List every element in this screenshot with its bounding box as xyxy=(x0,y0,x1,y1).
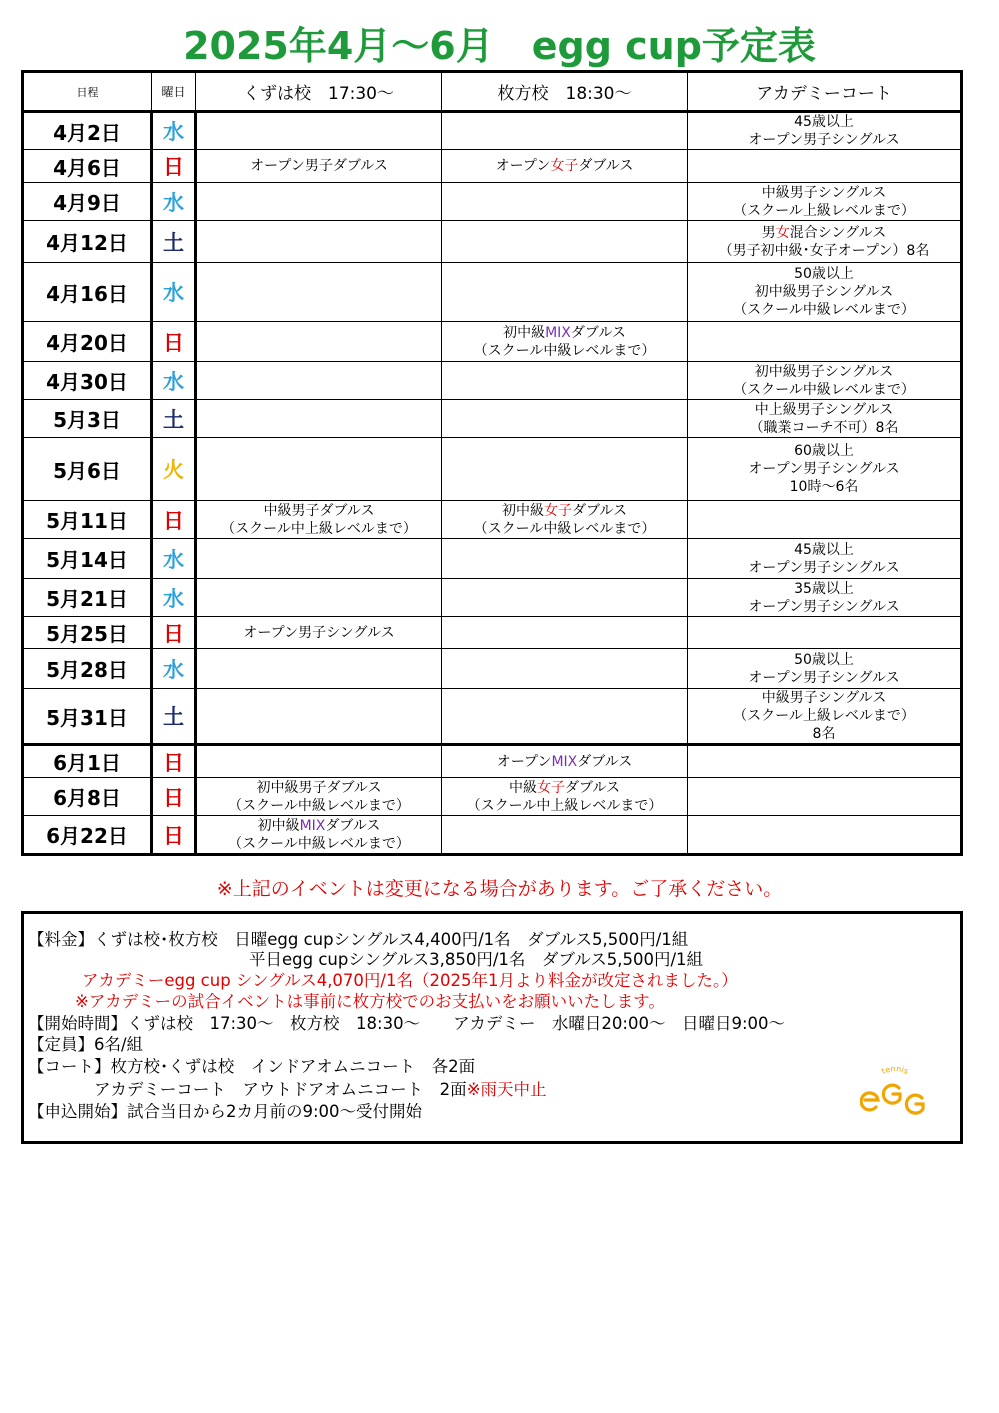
date-cell: 4月20日 xyxy=(23,322,152,362)
event-text: 中級男子シングルス xyxy=(761,184,887,201)
weekday-cell: 日 xyxy=(152,778,196,816)
weekday-cell: 水 xyxy=(152,539,196,579)
event-cell-hirakata xyxy=(442,221,688,263)
event-cell-academy xyxy=(688,150,962,183)
event-text: ダブルス xyxy=(325,817,381,834)
event-text: （職業コーチ不可）8名 xyxy=(749,419,899,436)
weekday-cell: 土 xyxy=(152,221,196,263)
event-text: 初中級男子シングルス xyxy=(754,363,894,380)
weekday-cell: 水 xyxy=(152,183,196,221)
date-cell: 4月2日 xyxy=(23,112,152,150)
event-text: ダブルス xyxy=(578,158,634,174)
event-line xyxy=(688,559,960,577)
event-cell-academy xyxy=(688,322,962,362)
event-line xyxy=(688,113,960,131)
event-text: （スクール中級レベルまで） xyxy=(473,342,656,359)
event-text: オープン男子シングルス xyxy=(748,132,900,148)
event-line xyxy=(197,624,441,642)
event-cell-hirakata xyxy=(442,649,688,689)
event-text: ダブルス xyxy=(570,324,626,341)
event-text: MIX xyxy=(299,817,326,834)
capacity: 【定員】6名/組 xyxy=(28,1035,144,1054)
event-text: ダブルス xyxy=(564,779,621,796)
event-cell-kuzuha xyxy=(196,112,442,150)
event-line xyxy=(442,779,687,797)
event-cell-kuzuha xyxy=(196,778,442,816)
event-text: 初中級男子シングルス xyxy=(754,284,894,300)
event-line xyxy=(688,283,960,301)
weekday-cell: 日 xyxy=(152,816,196,855)
event-line xyxy=(688,580,960,598)
event-cell-kuzuha xyxy=(196,183,442,221)
event-text: オープン男子シングルス xyxy=(243,624,395,641)
weekday-cell: 水 xyxy=(152,579,196,617)
event-text: オープン男子ダブルス xyxy=(250,158,388,174)
event-line xyxy=(688,419,960,437)
event-cell-kuzuha xyxy=(196,539,442,579)
weekday-cell: 水 xyxy=(152,362,196,400)
date-cell: 4月16日 xyxy=(23,263,152,322)
date-cell: 4月6日 xyxy=(23,150,152,183)
event-cell-kuzuha xyxy=(196,649,442,689)
weekday-cell: 日 xyxy=(152,617,196,649)
fee-line-2: 平日egg cupシングルス3,850円/1名 ダブルス5,500円/1組 xyxy=(249,950,704,969)
header-hirakata: 枚方校 18:30～ xyxy=(442,72,688,112)
event-cell-hirakata xyxy=(442,745,688,778)
date-cell: 6月22日 xyxy=(23,816,152,855)
event-text: 初中級 xyxy=(257,817,300,834)
event-line xyxy=(442,520,687,538)
application-start: 【申込開始】試合当日から2カ月前の9:00～受付開始 xyxy=(28,1102,423,1121)
change-notice: ※上記のイベントは変更になる場合があります。ご了承ください。 xyxy=(216,878,783,900)
schedule-row xyxy=(23,617,962,649)
date-cell: 5月11日 xyxy=(23,501,152,539)
event-text: 中級男子シングルス xyxy=(761,690,887,706)
schedule-row xyxy=(23,649,962,689)
event-cell-kuzuha xyxy=(196,322,442,362)
event-text: （スクール中級レベルまで） xyxy=(733,302,915,318)
event-text: オープン男子シングルス xyxy=(748,461,900,477)
event-cell-academy xyxy=(688,579,962,617)
event-cell-academy xyxy=(688,745,962,778)
event-cell-academy xyxy=(688,400,962,438)
event-cell-kuzuha xyxy=(196,362,442,400)
event-cell-hirakata xyxy=(442,150,688,183)
date-cell: 4月12日 xyxy=(23,221,152,263)
event-line xyxy=(688,442,960,460)
event-text: ダブルス xyxy=(577,753,633,770)
event-cell-academy xyxy=(688,501,962,539)
event-text: 女子 xyxy=(550,158,579,174)
event-line xyxy=(688,651,960,669)
date-cell: 5月6日 xyxy=(23,438,152,501)
event-cell-academy xyxy=(688,649,962,689)
schedule-row xyxy=(23,150,962,183)
fee-line-1: 【料金】くずは校･枚方校 日曜egg cupシングルス4,400円/1名 ダブルス5,500円/1組 xyxy=(28,930,689,949)
fee-academy-note: ※アカデミーの試合イベントは事前に枚方校でのお支払いをお願いいたします。 xyxy=(75,992,665,1011)
weekday-cell: 水 xyxy=(152,112,196,150)
event-text: （スクール中級レベルまで） xyxy=(473,520,656,537)
event-text: 女子 xyxy=(536,779,565,796)
event-line xyxy=(688,598,960,616)
date-cell: 6月1日 xyxy=(23,745,152,778)
event-cell-kuzuha xyxy=(196,400,442,438)
start-time: 【開始時間】くずは校 17:30～ 枚方校 18:30～ アカデミー 水曜日20:00～ 日曜日9:00～ xyxy=(28,1014,786,1033)
event-line xyxy=(688,265,960,283)
event-text: （スクール中上級レベルまで） xyxy=(466,797,663,814)
event-line xyxy=(688,689,960,707)
event-line xyxy=(688,725,960,743)
event-cell-hirakata xyxy=(442,400,688,438)
logo-tennis-text: tennis xyxy=(880,1064,910,1077)
weekday-cell: 水 xyxy=(152,263,196,322)
event-text: 35歳以上 xyxy=(794,580,854,597)
schedule-row xyxy=(23,263,962,322)
event-text: 10時～6名 xyxy=(789,479,859,495)
event-line xyxy=(442,157,687,175)
event-line xyxy=(688,541,960,559)
event-cell-kuzuha xyxy=(196,150,442,183)
court-line-1: 【コート】枚方校･くずは校 インドアオムニコート 各2面 xyxy=(28,1057,476,1076)
event-text: 男 xyxy=(761,224,776,241)
schedule-row xyxy=(23,112,962,150)
schedule-row xyxy=(23,745,962,778)
event-line xyxy=(197,502,441,520)
event-cell-hirakata xyxy=(442,579,688,617)
event-text: （スクール中級レベルまで） xyxy=(733,381,915,398)
weekday-cell: 火 xyxy=(152,438,196,501)
event-line xyxy=(197,520,441,538)
header-kuzuha: くずは校 17:30～ xyxy=(196,72,442,112)
info-box xyxy=(21,911,963,1144)
event-cell-academy xyxy=(688,816,962,855)
event-line xyxy=(197,797,441,815)
event-line xyxy=(688,707,960,725)
event-line xyxy=(442,342,687,360)
event-cell-kuzuha xyxy=(196,617,442,649)
weekday-cell: 土 xyxy=(152,400,196,438)
event-line xyxy=(442,797,687,815)
event-text: 女 xyxy=(775,224,790,241)
event-cell-hirakata xyxy=(442,778,688,816)
header-academy: アカデミーコート xyxy=(688,72,962,112)
event-line xyxy=(688,184,960,202)
date-cell: 4月9日 xyxy=(23,183,152,221)
event-cell-hirakata xyxy=(442,112,688,150)
event-text: （スクール中級レベルまで） xyxy=(228,835,410,852)
event-line xyxy=(442,502,687,520)
event-text: 初中級男子ダブルス xyxy=(256,779,382,796)
weekday-cell: 水 xyxy=(152,649,196,689)
weekday-cell: 日 xyxy=(152,745,196,778)
event-line xyxy=(442,753,687,771)
event-cell-hirakata xyxy=(442,322,688,362)
event-cell-hirakata xyxy=(442,689,688,745)
event-text: （男子初中級･女子オープン）8名 xyxy=(718,242,930,259)
event-cell-hirakata xyxy=(442,362,688,400)
event-line xyxy=(197,835,441,853)
event-text: 女子 xyxy=(543,502,572,519)
event-cell-hirakata xyxy=(442,183,688,221)
event-line xyxy=(688,669,960,687)
event-text: オープン男子シングルス xyxy=(748,559,900,576)
date-cell: 5月31日 xyxy=(23,689,152,745)
event-cell-kuzuha xyxy=(196,263,442,322)
event-text: オープン xyxy=(496,753,552,770)
logo-egg-letters xyxy=(861,1085,923,1113)
court-line-2 xyxy=(94,1080,547,1100)
event-line xyxy=(688,478,960,496)
event-line xyxy=(688,202,960,220)
event-cell-hirakata xyxy=(442,816,688,855)
date-cell: 6月8日 xyxy=(23,778,152,816)
event-cell-hirakata xyxy=(442,501,688,539)
event-text: MIX xyxy=(551,753,578,770)
tennis-egg-logo xyxy=(860,1062,928,1118)
schedule-row xyxy=(23,579,962,617)
event-text: オープン男子シングルス xyxy=(748,669,900,686)
date-cell: 5月14日 xyxy=(23,539,152,579)
date-cell: 5月28日 xyxy=(23,649,152,689)
event-cell-kuzuha xyxy=(196,579,442,617)
event-text: 初中級 xyxy=(503,324,546,341)
event-cell-hirakata xyxy=(442,263,688,322)
event-text: 45歳以上 xyxy=(794,541,854,558)
event-line xyxy=(688,131,960,149)
event-cell-academy xyxy=(688,183,962,221)
event-text: 50歳以上 xyxy=(794,266,854,282)
event-cell-hirakata xyxy=(442,617,688,649)
weekday-cell: 日 xyxy=(152,322,196,362)
weekday-cell: 日 xyxy=(152,501,196,539)
date-cell: 5月21日 xyxy=(23,579,152,617)
schedule-row xyxy=(23,438,962,501)
schedule-row xyxy=(23,689,962,745)
schedule-body xyxy=(23,112,962,855)
schedule-row xyxy=(23,539,962,579)
event-cell-hirakata xyxy=(442,539,688,579)
court-line-2-main: アカデミーコート アウトドアオムニコート 2面 xyxy=(94,1080,467,1099)
weekday-cell: 日 xyxy=(152,150,196,183)
event-cell-academy xyxy=(688,362,962,400)
schedule-row xyxy=(23,322,962,362)
event-cell-academy xyxy=(688,438,962,501)
event-cell-academy xyxy=(688,778,962,816)
event-text: 初中級 xyxy=(501,502,544,519)
schedule-row xyxy=(23,221,962,263)
event-cell-kuzuha xyxy=(196,745,442,778)
weekday-cell: 土 xyxy=(152,689,196,745)
schedule-row xyxy=(23,183,962,221)
schedule-row xyxy=(23,816,962,855)
event-text: MIX xyxy=(545,324,571,341)
date-cell: 5月3日 xyxy=(23,400,152,438)
schedule-table xyxy=(21,70,963,856)
event-text: （スクール上級レベルまで） xyxy=(733,202,915,219)
schedule-row xyxy=(23,400,962,438)
event-line xyxy=(442,324,687,342)
page-title: 2025年4月～6月 egg cup予定表 xyxy=(183,24,816,68)
event-cell-kuzuha xyxy=(196,816,442,855)
event-text: 50歳以上 xyxy=(794,651,854,668)
event-line xyxy=(197,157,441,175)
event-text: 混合シングルス xyxy=(789,224,887,241)
event-cell-academy xyxy=(688,263,962,322)
event-text: 45歳以上 xyxy=(794,114,854,130)
fee-academy: アカデミーegg cup シングルス4,070円/1名（2025年1月より料金が改定されました。） xyxy=(82,971,738,990)
event-line xyxy=(197,779,441,797)
event-text: 60歳以上 xyxy=(794,443,854,459)
event-cell-kuzuha xyxy=(196,438,442,501)
event-text: （スクール中上級レベルまで） xyxy=(221,520,417,537)
event-text: 8名 xyxy=(812,726,836,742)
event-line xyxy=(688,224,960,242)
schedule-row xyxy=(23,362,962,400)
event-cell-academy xyxy=(688,112,962,150)
event-cell-academy xyxy=(688,539,962,579)
event-line xyxy=(197,817,441,835)
event-cell-hirakata xyxy=(442,438,688,501)
event-text: （スクール上級レベルまで） xyxy=(733,708,915,724)
event-line xyxy=(688,242,960,260)
court-line-2-red: ※雨天中止 xyxy=(466,1080,547,1099)
event-text: 中級 xyxy=(508,779,537,796)
event-line xyxy=(688,381,960,399)
header-day: 曜日 xyxy=(152,72,196,112)
date-cell: 4月30日 xyxy=(23,362,152,400)
schedule-row xyxy=(23,501,962,539)
event-cell-kuzuha xyxy=(196,501,442,539)
event-text: ダブルス xyxy=(571,502,628,519)
event-cell-academy xyxy=(688,221,962,263)
event-cell-kuzuha xyxy=(196,689,442,745)
event-line xyxy=(688,363,960,381)
event-text: 中上級男子シングルス xyxy=(754,401,894,418)
event-line xyxy=(688,401,960,419)
event-text: オープン xyxy=(495,158,551,174)
event-cell-academy xyxy=(688,617,962,649)
date-cell: 5月25日 xyxy=(23,617,152,649)
event-cell-academy xyxy=(688,689,962,745)
event-line xyxy=(688,301,960,319)
event-cell-kuzuha xyxy=(196,221,442,263)
event-text: 中級男子ダブルス xyxy=(263,502,375,519)
schedule-row xyxy=(23,778,962,816)
event-text: （スクール中級レベルまで） xyxy=(228,797,410,814)
event-text: オープン男子シングルス xyxy=(748,598,900,615)
table-header-row xyxy=(23,72,962,112)
event-line xyxy=(688,460,960,478)
header-date: 日程 xyxy=(23,72,152,112)
